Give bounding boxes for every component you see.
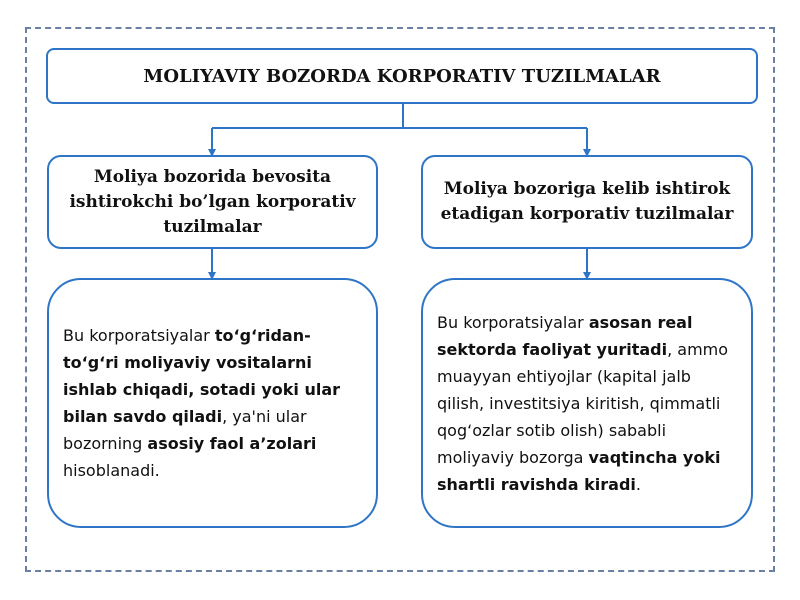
right-desc-text-2: , ammo muayyan ehtiyojlar (kapital jalb qilish, investitsiya kiritish, qimmatli qog‘ozlar sotib olish) sababli moliyaviy bozorga — [437, 339, 729, 467]
left-desc-text-2: , ya'ni ular bozorning — [63, 407, 307, 453]
right-description — [423, 309, 751, 498]
left-description — [49, 322, 376, 484]
right-heading: Moliya bozoriga kelib ishtirok etadigan korporativ tuzilmalar — [440, 179, 734, 224]
right-description-box — [421, 278, 753, 528]
left-desc-text-1: Bu korporatsiyalar — [63, 326, 215, 345]
left-description-box — [47, 278, 378, 528]
left-heading: Moliya bozorida bevosita ishtirokchi bo’lgan korporativ tuzilmalar — [69, 166, 356, 237]
right-desc-text-1: Bu korporatsiyalar — [437, 312, 589, 332]
right-desc-text-3: . — [635, 474, 641, 494]
title-box — [46, 48, 758, 104]
right-desc-bold-1: asosan real sektorda faoliyat yuritadi — [437, 312, 693, 359]
left-desc-bold-1: to‘g‘ridan-to‘g‘ri moliyaviy vositalarni ishlab chiqadi, sotadi yoki ular bilan savdo qiladi — [63, 326, 341, 426]
right-desc-bold-2: vaqtincha yoki shartli ravishda kiradi — [437, 447, 721, 494]
left-desc-text-3: hisoblanadi. — [63, 461, 160, 480]
left-desc-bold-2: asosiy faol a’zolari — [147, 434, 317, 453]
diagram-title: MOLIYAVIY BOZORDA KORPORATIV TUZILMALAR — [143, 65, 661, 87]
right-heading-box — [421, 155, 753, 249]
left-heading-box — [47, 155, 378, 249]
